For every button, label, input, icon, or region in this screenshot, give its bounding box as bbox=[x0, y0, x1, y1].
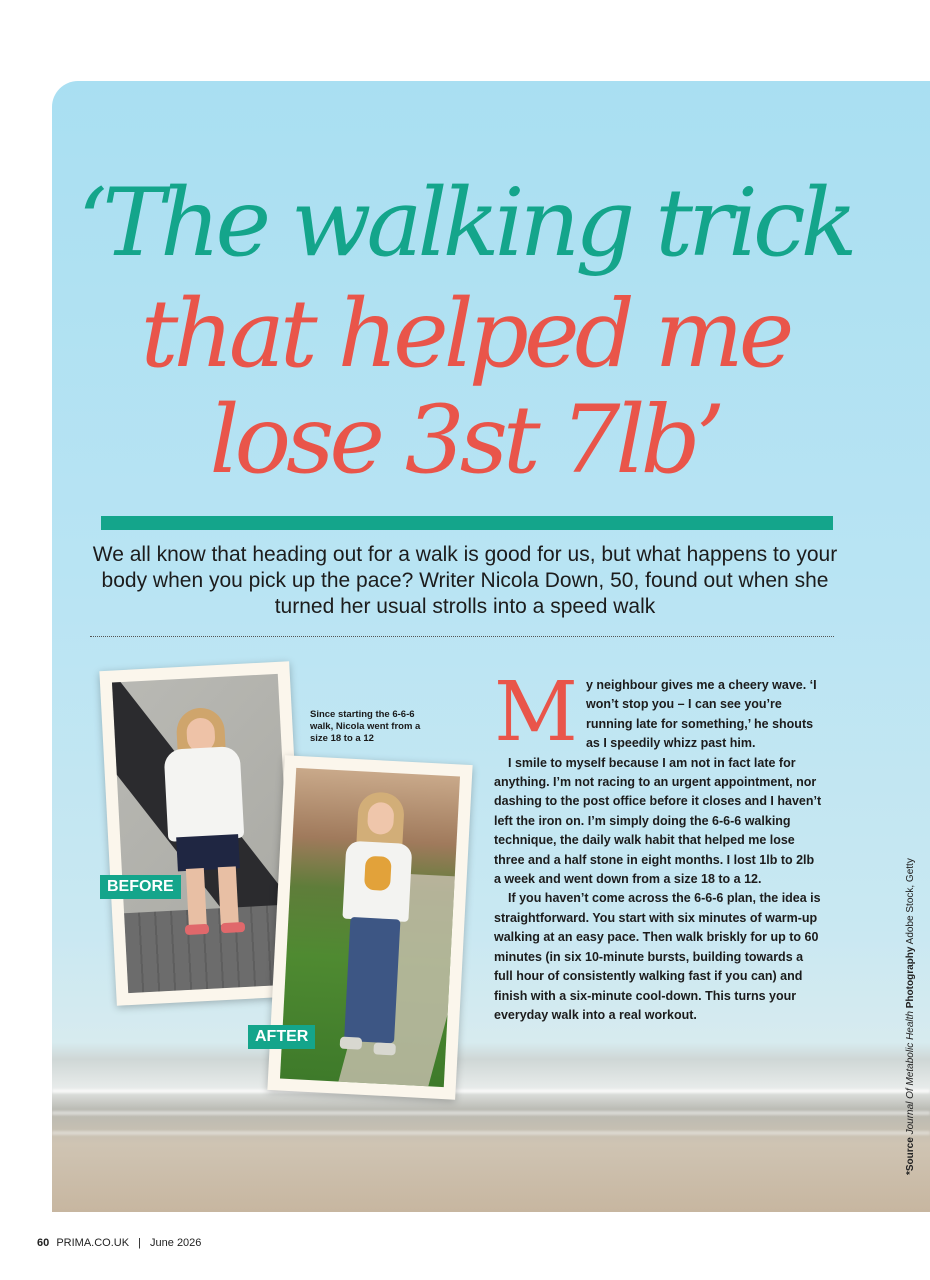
photography-label: Photography bbox=[905, 946, 916, 1009]
photography-text: Adobe Stock, Getty bbox=[905, 858, 916, 945]
paving bbox=[124, 905, 294, 994]
tshirt-print bbox=[364, 856, 392, 891]
photo-caption: Since starting the 6-6-6 walk, Nicola went from a size 18 to a 12 bbox=[310, 709, 421, 744]
source-text: Journal Of Metabolic Health bbox=[905, 1011, 916, 1135]
figure-shoe bbox=[373, 1042, 396, 1055]
standfirst: We all know that heading out for a walk is good for us, but what happens to your body when you pick up the pace? Writer Nicola Down, 50, found out when she turned her usual strolls into a speed walk bbox=[92, 543, 838, 618]
page-number: 60 bbox=[37, 1237, 50, 1249]
source-label: *Source bbox=[905, 1137, 916, 1175]
photo-credit bbox=[905, 858, 916, 1175]
article-paragraph: y neighbour gives me a cheery wave. ‘I won’t stop you – I can see you’re running late for something,’ he shouts as I speedily whizz past him. bbox=[585, 678, 817, 751]
article-paragraph: If you haven’t come across the 6-6-6 plan, the idea is straightforward. You start with six minutes of warm-up walking at an easy pace. Then walk briskly for up to 60 minutes (in six 10-minute bursts, building towards a full hour of consistently walking fast if you can) and finish with a six-minute cool-down. This turns your everyday walk into a real workout. bbox=[494, 891, 821, 1022]
article-body bbox=[494, 665, 824, 1025]
headline-line-1: ‘The walking trick bbox=[77, 169, 853, 278]
after-label: AFTER bbox=[248, 1025, 315, 1049]
figure-shoe bbox=[340, 1037, 363, 1050]
surf-line bbox=[52, 1111, 930, 1115]
footer-separator: | bbox=[138, 1237, 141, 1249]
figure-leg bbox=[218, 866, 239, 925]
site-name: PRIMA.CO.UK bbox=[56, 1237, 130, 1249]
drop-cap: M bbox=[494, 665, 578, 760]
issue-date: June 2026 bbox=[150, 1237, 202, 1249]
surf-line bbox=[52, 1131, 930, 1135]
figure-shoe bbox=[185, 924, 209, 935]
surf-line bbox=[52, 1089, 930, 1093]
figure-shirt bbox=[164, 746, 245, 842]
figure-shoe bbox=[221, 922, 245, 933]
figure-jeans bbox=[344, 917, 400, 1043]
dotted-divider bbox=[90, 636, 834, 637]
headline-rule bbox=[101, 516, 833, 530]
article-paragraph: I smile to myself because I am not in fact late for anything. I’m not racing to an urgent appointment, nor dashing to the post office before it closes and I haven’t left the iron on. I’m simply doing the 6-6-6 walking technique, the daily walk habit that helped me lose three and a half stone in eight months. I lost 1lb to 2lb a week and went down from a size 18 to a 12. bbox=[494, 755, 822, 887]
headline-line-2: that helped me bbox=[140, 280, 790, 389]
before-label: BEFORE bbox=[100, 875, 181, 899]
headline-line-3: lose 3st 7lb’ bbox=[209, 386, 721, 495]
page-footer bbox=[37, 1237, 201, 1249]
figure-leg bbox=[186, 868, 207, 927]
